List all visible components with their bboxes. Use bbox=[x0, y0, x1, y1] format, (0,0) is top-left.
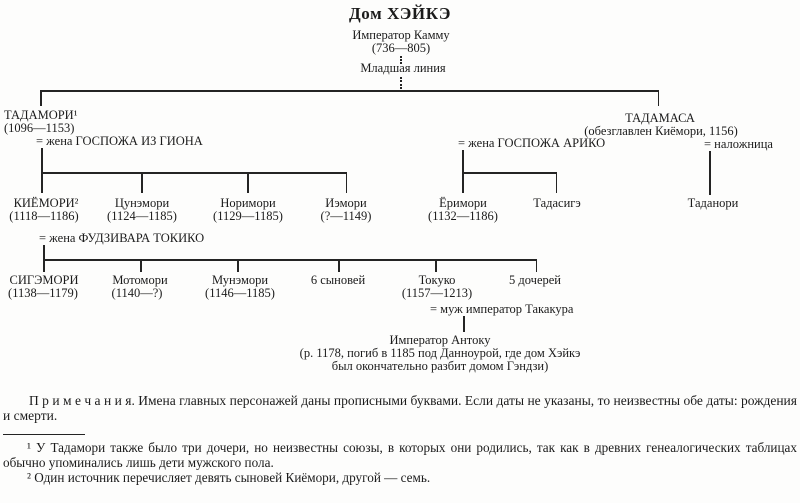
five-daughters-label: 5 дочерей bbox=[509, 273, 561, 287]
person-tadamasa-name: ТАДАМАСА bbox=[625, 111, 695, 125]
junior-line-label: Младшая линия bbox=[360, 61, 446, 75]
motomori-drop-line bbox=[140, 259, 142, 272]
person-tsunemori-dates: (1124—1185) bbox=[107, 209, 177, 223]
spouse-takakura-label: = муж император Такакура bbox=[430, 302, 574, 316]
person-antoku-block bbox=[240, 334, 640, 373]
footnotes-block bbox=[3, 441, 797, 485]
notes-paragraph bbox=[3, 394, 797, 423]
tsunemori-drop-line bbox=[141, 172, 143, 193]
norimori-drop-line bbox=[247, 172, 249, 193]
tokiko-sibling-bar bbox=[43, 259, 537, 261]
person-munemori-name: Мунэмори bbox=[211, 273, 269, 287]
spouse-ariko-label: = жена ГОСПОЖА АРИКО bbox=[458, 136, 606, 150]
person-motomori-dates: (1140—?) bbox=[111, 286, 163, 300]
person-kammu-name: Император Камму bbox=[352, 28, 450, 42]
person-motomori-name: Мотомори bbox=[112, 273, 168, 287]
person-norimori-dates: (1129—1185) bbox=[213, 209, 283, 223]
page-title: Дом ХЭЙКЭ bbox=[349, 4, 451, 23]
five-daughters-drop-line bbox=[536, 259, 538, 272]
antoku-drop-line bbox=[463, 316, 465, 332]
six-sons-label: 6 сыновей bbox=[310, 273, 366, 287]
person-tokuko-dates: (1157—1213) bbox=[401, 286, 473, 300]
person-antoku-note-line2: был окончательно разбит домом Гэндзи) bbox=[331, 359, 549, 373]
person-norimori-name: Норимори bbox=[220, 196, 276, 210]
person-antoku-note-line1: (р. 1178, погиб в 1185 под Данноурой, где дом Хэйкэ bbox=[299, 346, 581, 360]
person-tsunemori-name: Цунэмори bbox=[114, 196, 170, 210]
person-iemori-dates: (?—1149) bbox=[320, 209, 372, 223]
person-kammu-dates: (736—805) bbox=[371, 41, 431, 55]
spouse-gion-label: = жена ГОСПОЖА ИЗ ГИОНА bbox=[36, 134, 203, 148]
footnote-rule bbox=[3, 434, 85, 435]
kiyomori-drop-line bbox=[41, 172, 43, 193]
person-antoku-name: Император Антоку bbox=[389, 333, 491, 347]
person-tokuko-name: Токуко bbox=[418, 273, 456, 287]
tokuko-drop-line bbox=[435, 259, 437, 272]
munemori-drop-line bbox=[237, 259, 239, 272]
person-tadamasa-dates: (обезглавлен Киёмори, 1156) bbox=[584, 124, 738, 138]
spouse-concubine-label: = наложница bbox=[704, 137, 773, 151]
gion-child-line bbox=[41, 148, 43, 173]
footnote-1: ¹ У Тадамори также было три дочери, но неизвестны союзы, в которых они родились, так как в древних генеалогических таблицах обычно упоминались лишь дети мужского пола. bbox=[3, 440, 797, 470]
tadamori-drop-line bbox=[40, 90, 42, 106]
concubine-child-line bbox=[709, 151, 711, 195]
person-tadanori-name: Таданори bbox=[687, 196, 739, 210]
person-kiyomori-name: КИЁМОРИ² bbox=[13, 196, 79, 210]
person-tadashige-name: Тадасигэ bbox=[533, 196, 581, 210]
person-shigemori-name: СИГЭМОРИ bbox=[9, 273, 79, 287]
six-sons-drop-line bbox=[338, 259, 340, 272]
person-yorimori-dates: (1132—1186) bbox=[428, 209, 498, 223]
gion-sibling-bar bbox=[41, 172, 347, 174]
person-tadamori-name: ТАДАМОРИ¹ bbox=[4, 108, 78, 122]
generation1-sibling-bar bbox=[40, 90, 659, 92]
spouse-tokiko-label: = жена ФУДЗИВАРА ТОКИКО bbox=[39, 231, 205, 245]
person-iemori-name: Иэмори bbox=[325, 196, 367, 210]
person-kiyomori-dates: (1118—1186) bbox=[9, 209, 79, 223]
footnote-2: ² Один источник перечисляет девять сыновей Киёмори, другой — семь. bbox=[27, 469, 431, 485]
person-munemori-dates: (1146—1185) bbox=[205, 286, 275, 300]
iemori-drop-line bbox=[346, 172, 348, 193]
person-tadamori-dates: (1096—1153) bbox=[4, 121, 75, 135]
ariko-sibling-bar bbox=[462, 172, 557, 174]
person-shigemori-dates: (1138—1179) bbox=[8, 286, 78, 300]
notes-text: П р и м е ч а н и я. Имена главных персонажей даны прописными буквами. Если даты не указаны, то неизвестны обе даты: рождения и смерти. bbox=[3, 393, 797, 423]
tadashige-drop-line bbox=[556, 172, 558, 193]
person-yorimori-name: Ёримори bbox=[439, 196, 487, 210]
tadamasa-drop-line bbox=[658, 90, 660, 106]
descent-dotted-line-lower bbox=[400, 77, 402, 89]
